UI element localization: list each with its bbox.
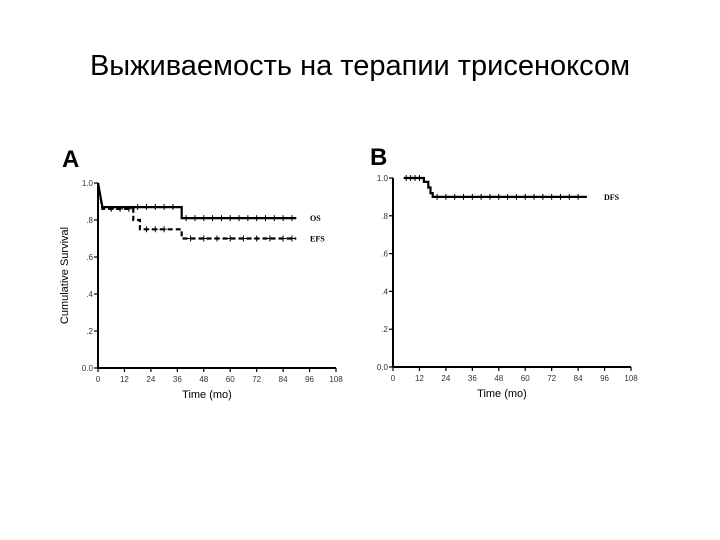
panel-a-series-os-censor-mark (143, 204, 149, 210)
panel-a-series-os-censor-mark (192, 215, 198, 221)
panel-a-y-tick-label: .2 (86, 327, 93, 336)
panel-a-letter: A (62, 146, 80, 173)
panel-b-x-tick-label: 60 (520, 374, 530, 383)
panel-a-series-os-censor-mark (183, 215, 189, 221)
panel-b-series-dfs-censor-mark (469, 194, 475, 200)
panel-b-y-tick-label: 0.0 (376, 363, 388, 372)
panel-a-series-os-censor-mark (161, 204, 167, 210)
panel-a-series-os-censor-mark (262, 215, 268, 221)
panel-b-x-tick-label: 36 (467, 374, 477, 383)
panel-b-letter: B (370, 144, 388, 171)
panel-b-x-tick-label: 12 (414, 374, 424, 383)
panel-b-x-tick-label: 96 (600, 374, 610, 383)
panel-a-series-os-censor-mark (201, 215, 207, 221)
panel-a-x-tick-label: 36 (172, 375, 182, 384)
panel-b-series-dfs-censor-mark (557, 194, 563, 200)
slide-title: Выживаемость на терапии трисеноксом (89, 50, 631, 82)
panel-a-series-os-censor-mark (254, 215, 260, 221)
panel-a-x-tick-label: 84 (278, 375, 288, 384)
panel-b-series-dfs-censor-mark (522, 194, 528, 200)
panel-a-series-os-censor-mark (280, 215, 286, 221)
panel-a-series-efs-censor-mark (201, 236, 207, 242)
panel-b-series-dfs-censor-mark (478, 194, 484, 200)
panel-b-y-tick-label: .2 (381, 325, 388, 335)
panel-b-series-dfs-censor-mark (575, 194, 581, 200)
panel-a-x-tick-label: 0 (95, 375, 101, 384)
panel-a-x-tick-label: 72 (252, 375, 262, 384)
panel-b-series-dfs-censor-mark (487, 194, 493, 200)
panel-b-series-dfs-censor-mark (443, 194, 449, 200)
panel-a-series-os-censor-mark (210, 215, 216, 221)
panel-a (59, 146, 343, 401)
panel-a-series-efs-label: EFS (310, 234, 325, 244)
panel-a-y-tick-label: 0.0 (81, 364, 93, 373)
panel-a-series-efs-censor-mark (227, 236, 233, 242)
panel-a-series-os-censor-mark (218, 215, 224, 221)
panel-a-series-os-censor-mark (236, 215, 242, 221)
panel-b-series-dfs-censor-mark (531, 194, 537, 200)
panel-b-x-tick-label: 84 (573, 374, 583, 383)
panel-b-x-tick-label: 48 (494, 374, 504, 383)
panel-a-series-efs-censor-mark (161, 226, 167, 232)
panel-a-y-tick-label: .8 (86, 216, 93, 225)
panel-a-series-efs-censor-mark (214, 236, 220, 242)
panel-a-series-os-censor-mark (152, 204, 158, 210)
panel-b-series-dfs-label: DFS (604, 192, 620, 202)
panel-a-series-os-censor-mark (271, 215, 277, 221)
panel-a-x-tick-label: 12 (119, 375, 129, 384)
panel-a-y-axis-label: Cumulative Survival (59, 226, 71, 325)
panel-a-series-efs-censor-mark (267, 236, 273, 242)
panel-b (370, 144, 638, 400)
panel-a-x-tick-label: 108 (329, 375, 343, 384)
panel-b-y-tick-label: .6 (381, 249, 388, 259)
panel-b-x-tick-label: 108 (624, 374, 638, 383)
panel-b-series-dfs-censor-mark (461, 194, 467, 200)
panel-b-series-dfs-censor-mark (513, 194, 519, 200)
panel-b-series-dfs-censor-mark (540, 194, 546, 200)
panel-a-series-os-censor-mark (289, 215, 295, 221)
panel-a-x-tick-label: 96 (305, 375, 315, 384)
panel-b-y-tick-label: .8 (381, 211, 388, 221)
panel-a-x-tick-label: 24 (146, 375, 156, 384)
panel-a-series-os-label: OS (310, 214, 321, 224)
panel-a-series-efs-censor-mark (254, 236, 260, 242)
panel-b-series-dfs-censor-mark (549, 194, 555, 200)
panel-a-series-os-censor-mark (135, 204, 141, 210)
panel-a-series-efs-censor-mark (152, 226, 158, 232)
panel-b-x-tick-label: 72 (547, 374, 557, 383)
panel-b-x-tick-label: 0 (390, 374, 396, 383)
panel-a-y-tick-label: 1.0 (81, 179, 93, 188)
panel-a-y-tick-label: .6 (86, 253, 93, 262)
panel-a-series-os-censor-mark (245, 215, 251, 221)
panel-a-series-os-censor-mark (227, 215, 233, 221)
panel-b-series-dfs-censor-mark (496, 194, 502, 200)
panel-a-series-efs-censor-mark (188, 236, 194, 242)
panel-b-series-dfs-censor-mark (416, 175, 422, 181)
panel-b-x-axis-label: Time (mo) (477, 388, 527, 400)
panel-b-y-tick-label: .4 (381, 287, 388, 297)
panel-a-series-efs-censor-mark (289, 236, 295, 242)
panel-b-series-dfs-censor-mark (566, 194, 572, 200)
panel-a-series-os-censor-mark (170, 204, 176, 210)
panel-a-x-tick-label: 60 (225, 375, 235, 384)
panel-b-series-dfs-censor-mark (452, 194, 458, 200)
panel-a-x-axis-label: Time (mo) (182, 389, 232, 401)
panel-a-series-efs-censor-mark (280, 236, 286, 242)
panel-b-series-dfs-censor-mark (505, 194, 511, 200)
panel-a-series-os-line (98, 183, 296, 218)
panel-a-x-tick-label: 48 (199, 375, 209, 384)
panel-b-series-dfs-censor-mark (434, 194, 440, 200)
panel-b-series-dfs-line (404, 178, 587, 197)
panel-a-series-efs-censor-mark (143, 226, 149, 232)
panel-b-y-tick-label: 1.0 (376, 174, 388, 183)
panel-a-series-efs-censor-mark (240, 236, 246, 242)
panel-a-y-tick-label: .4 (86, 290, 93, 299)
panel-a-series-efs-line (98, 183, 296, 239)
panel-b-x-tick-label: 24 (441, 374, 451, 383)
